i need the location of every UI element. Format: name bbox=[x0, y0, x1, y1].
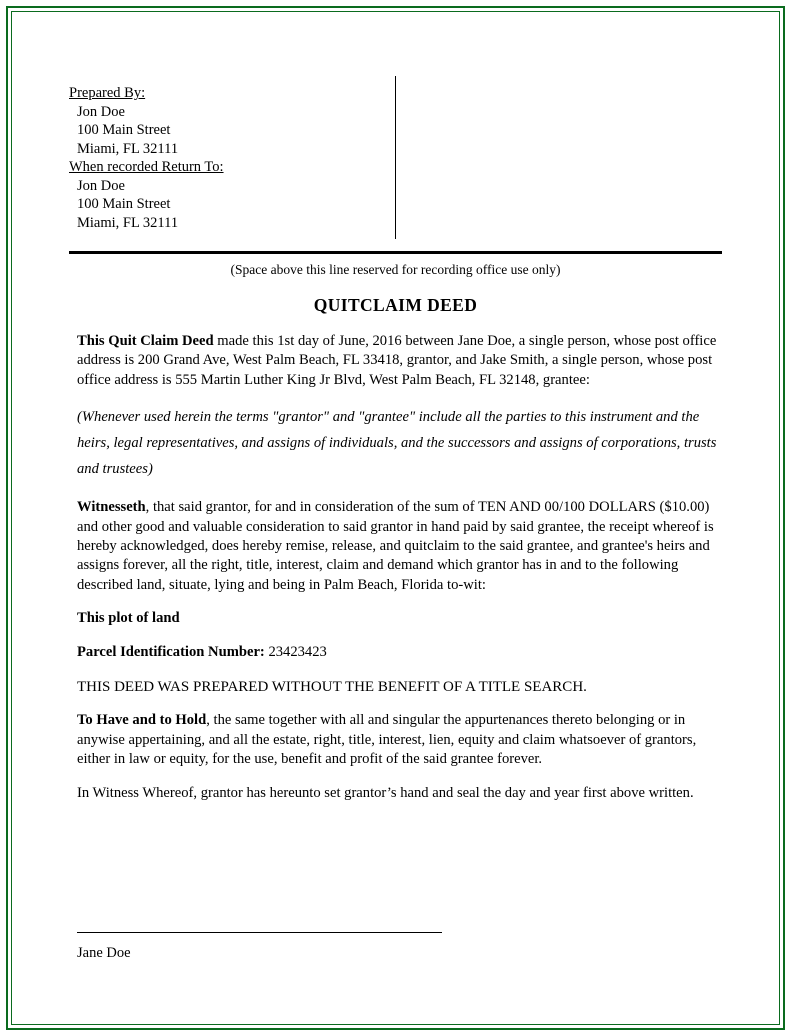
recording-header-block bbox=[69, 84, 399, 232]
definitions-paragraph: (Whenever used herein the terms "grantor" and "grantee" include all the parties to this instrument and the heirs, legal representatives, and assigns of individuals, and the successors and assigns of corporations, trusts and trustees) bbox=[77, 409, 717, 478]
deed-document bbox=[12, 12, 779, 1024]
page-title: QUITCLAIM DEED bbox=[313, 295, 478, 315]
header-vertical-divider bbox=[395, 76, 396, 239]
prepared-by-line-3: Miami, FL 32111 bbox=[77, 140, 179, 157]
intro-paragraph bbox=[77, 332, 722, 390]
page-border-inner bbox=[11, 11, 780, 1025]
habendum-lead: To Have and to Hold bbox=[77, 712, 207, 729]
prepared-by-line-2: 100 Main Street bbox=[77, 122, 171, 138]
witness-whereof-paragraph: In Witness Whereof, grantor has hereunto set grantor’s hand and seal the day and year first above written. bbox=[77, 784, 694, 801]
parcel-label: Parcel Identification Number: bbox=[77, 643, 265, 660]
witnesseth-body: , that said grantor, for and in consideration of the sum of TEN AND 00/100 DOLLARS ($10.00) and other good and valuable consideration to said grantor in hand paid by said grantee, the receipt whereof is hereby acknowledged, does hereby remise, release, and quitclaim to the said grantee, and grantee's heirs and assigns forever, all the right, title, interest, claim and demand which grantor has in and to the following described land, situate, lying and being in Palm Beach, Florida to-wit: bbox=[77, 499, 714, 593]
habendum-paragraph bbox=[77, 711, 722, 769]
witnesseth-paragraph bbox=[77, 498, 722, 595]
return-to-label: When recorded Return To: bbox=[69, 159, 224, 175]
deed-body bbox=[77, 332, 722, 817]
title-search-notice: THIS DEED WAS PREPARED WITHOUT THE BENEFIT OF A TITLE SEARCH. bbox=[77, 679, 587, 696]
header-horizontal-divider bbox=[69, 251, 722, 254]
return-to-line-1: Jon Doe bbox=[77, 177, 125, 194]
intro-lead: This Quit Claim Deed bbox=[77, 333, 214, 349]
property-description: This plot of land bbox=[77, 610, 180, 627]
intro-body: made this 1st day of June, 2016 between Jane Doe, a single person, whose post office address is 200 Grand Ave, West Palm Beach, FL 33418, grantor, and Jake Smith, a single person, whose post office address is 555 Martin Luther King Jr Blvd, West Palm Beach, FL 32148, grantee: bbox=[77, 333, 717, 388]
prepared-by-line-1: Jon Doe bbox=[77, 103, 125, 120]
return-to-line-3: Miami, FL 32111 bbox=[77, 214, 179, 231]
signature-block bbox=[77, 932, 722, 962]
habendum-body: , the same together with all and singular the appurtenances thereto belonging or in anywise appertaining, and all the estate, right, title, interest, lien, equity and claim whatsoever of grantors, either in law or equity, for the use, benefit and profit of the said grantee forever. bbox=[77, 712, 697, 768]
witnesseth-lead: Witnesseth bbox=[77, 499, 146, 516]
parcel-number: 23423423 bbox=[264, 643, 327, 660]
signature-line bbox=[77, 932, 442, 933]
return-to-line-2: 100 Main Street bbox=[77, 196, 171, 212]
signature-name: Jane Doe bbox=[77, 945, 131, 961]
prepared-by-label: Prepared By: bbox=[69, 85, 146, 101]
recording-space-note: (Space above this line reserved for recording office use only) bbox=[230, 262, 561, 277]
parcel-identification bbox=[77, 643, 722, 662]
page-border-outer bbox=[6, 6, 785, 1030]
